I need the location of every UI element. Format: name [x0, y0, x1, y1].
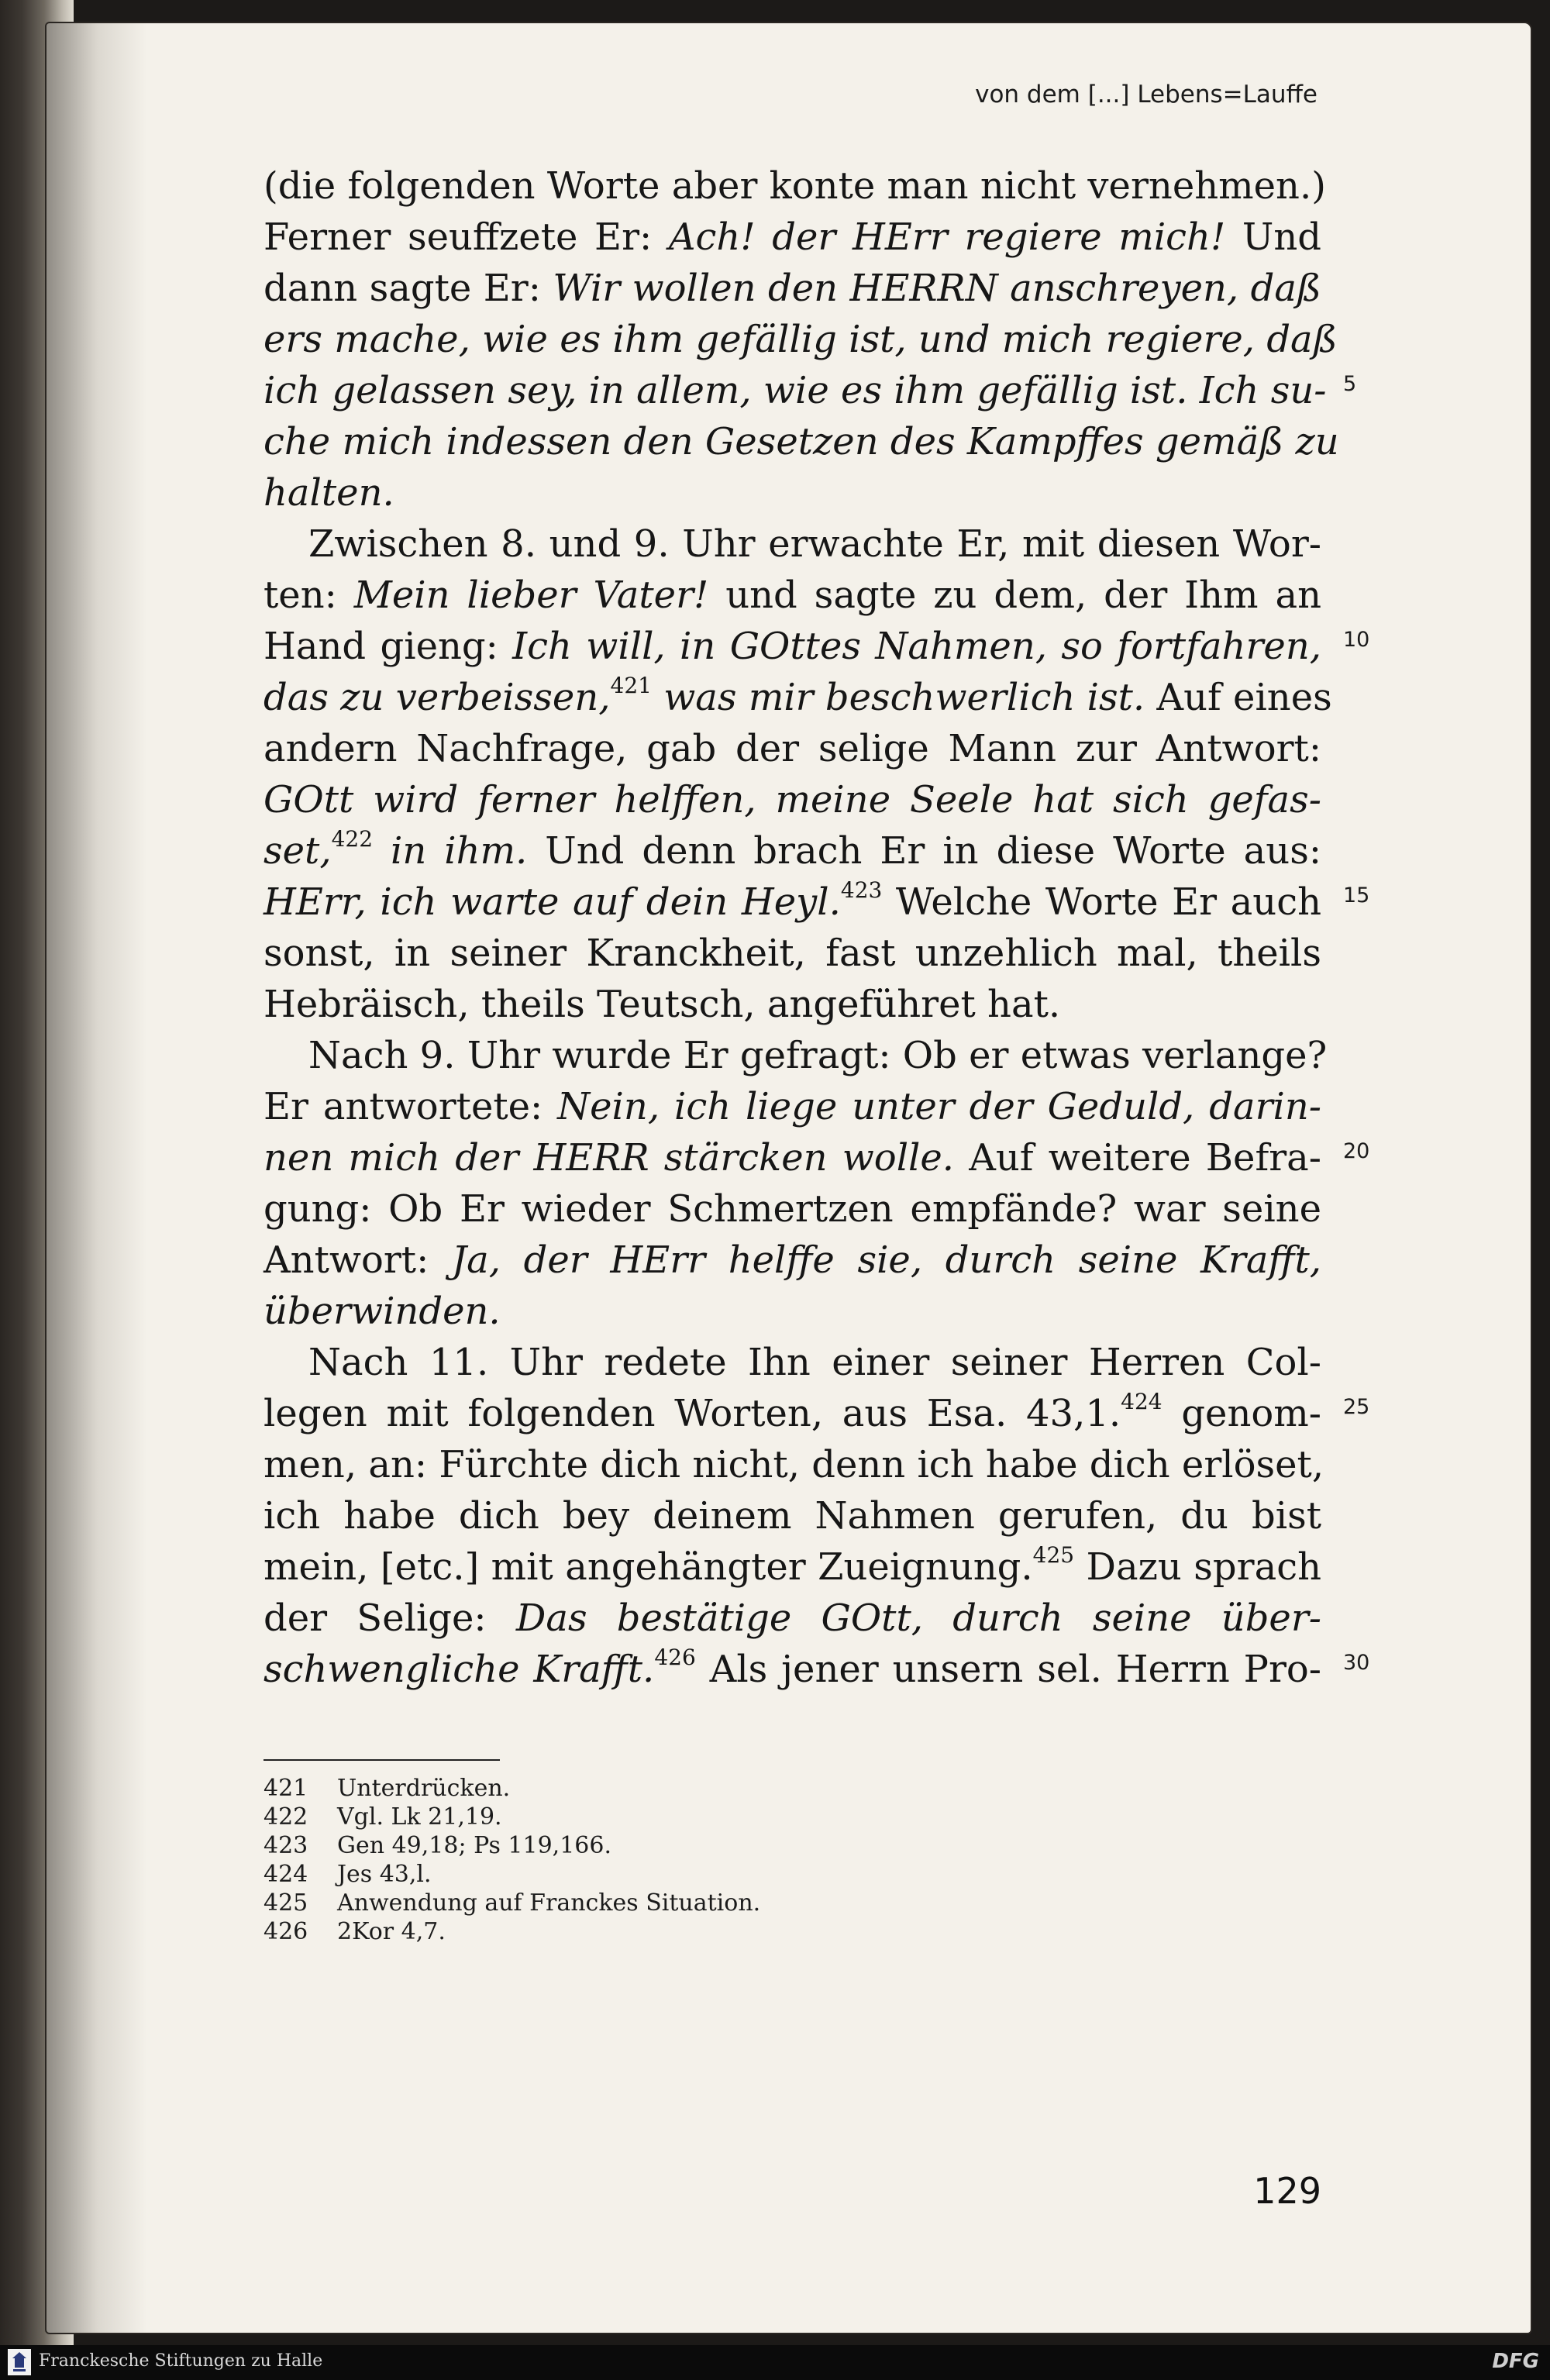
text-line: Ferner seuffzete Er: Ach! der HErr regiere mich! Und — [264, 215, 1321, 259]
text-line: legen mit folgenden Worten, aus Esa. 43,1.$^{424}$ genom- — [264, 1389, 1322, 1435]
footnote-text: 2Kor 4,7. — [337, 1918, 446, 1945]
text-line: Hebräisch, theils Teutsch, angeführet hat. — [264, 983, 1061, 1026]
text-line: ten: Mein lieber Vater! und sagte zu dem, der Ihm an — [264, 573, 1321, 617]
text-line: ich gelassen sey, in allem, wie es ihm gefällig ist. Ich su- — [264, 369, 1327, 412]
footnote-text: Gen 49,18; Ps 119,166. — [337, 1832, 612, 1859]
text-line: sonst, in seiner Kranckheit, fast unzehlich mal, theils — [264, 932, 1321, 975]
text-line: GOtt wird ferner helffen, meine Seele hat sich gefas- — [264, 778, 1321, 821]
text-line: Antwort: Ja, der HErr helffe sie, durch seine Krafft, — [264, 1238, 1322, 1282]
text-line: Zwischen 8. und 9. Uhr erwachte Er, mit diesen Wor- — [308, 522, 1321, 566]
footnote-number: 425 — [264, 1889, 308, 1917]
text-line: (die folgenden Worte aber konte man nicht vernehmen.) — [264, 164, 1326, 208]
text-line: ich habe dich bey deinem Nahmen gerufen, du bist — [264, 1494, 1321, 1538]
footnote-number: 421 — [264, 1775, 308, 1802]
running-head: von dem [...] Lebens=Lauffe — [975, 81, 1318, 108]
footnote — [264, 1775, 510, 1803]
footnote-number: 426 — [264, 1918, 308, 1945]
text-line: men, an: Fürchte dich nicht, denn ich habe dich erlöset, — [264, 1443, 1324, 1486]
text-line: überwinden. — [264, 1290, 501, 1333]
text-line: der Selige: Das bestätige GOtt, durch seine über- — [264, 1596, 1322, 1640]
footnote-text: Vgl. Lk 21,19. — [337, 1803, 502, 1831]
footnote-number: 422 — [264, 1803, 308, 1831]
text-line: schwengliche Krafft.$^{426}$ Als jener unsern sel. Herrn Pro- — [264, 1645, 1322, 1691]
text-line: Hand gieng: Ich will, in GOttes Nahmen, so fortfahren, — [264, 625, 1321, 668]
page-number: 129 — [1253, 2170, 1321, 2212]
footnote — [264, 1803, 502, 1831]
text-line: gung: Ob Er wieder Schmertzen empfände? war seine — [264, 1187, 1321, 1231]
text-line: ers mache, wie es ihm gefällig ist, und mich regiere, daß — [264, 318, 1338, 361]
line-number: 25 — [1343, 1395, 1370, 1419]
line-number: 10 — [1343, 628, 1370, 652]
footnote — [264, 1861, 432, 1889]
text-line: nen mich der HERR stärcken wolle. Auf weitere Befra- — [264, 1136, 1321, 1180]
footnote-rule — [264, 1759, 500, 1761]
text-line: mein, [etc.] mit angehängter Zueignung.$^{425}$ Dazu sprach — [264, 1542, 1321, 1589]
dfg-logo: DFG — [1492, 2350, 1539, 2373]
text-line: che mich indessen den Gesetzen des Kampffes gemäß zu — [264, 420, 1339, 463]
text-line: Nach 9. Uhr wurde Er gefragt: Ob er etwas verlange? — [308, 1034, 1328, 1077]
line-number: 30 — [1343, 1651, 1370, 1675]
footnote — [264, 1889, 760, 1917]
text-line: das zu verbeissen,$^{421}$ was mir beschwerlich ist. Auf eines — [264, 673, 1332, 719]
footnote — [264, 1832, 611, 1860]
footnote-number: 423 — [264, 1832, 308, 1859]
line-number: 20 — [1343, 1139, 1370, 1163]
footnote-text: Anwendung auf Franckes Situation. — [337, 1889, 761, 1917]
institution-logo-icon — [8, 2349, 31, 2375]
line-number: 5 — [1343, 372, 1357, 396]
footer-institution: Franckesche Stiftungen zu Halle — [39, 2351, 323, 2371]
text-line: HErr, ich warte auf dein Heyl.$^{423}$ Welche Worte Er auch — [264, 877, 1321, 924]
text-line: Nach 11. Uhr redete Ihn einer seiner Herren Col- — [308, 1341, 1321, 1384]
footnote-text: Jes 43,l. — [337, 1861, 432, 1888]
text-line: set,$^{422}$ in ihm. Und denn brach Er in diese Worte aus: — [264, 826, 1321, 873]
text-line: Er antwortete: Nein, ich liege unter der Geduld, darin- — [264, 1085, 1322, 1128]
text-line: dann sagte Er: Wir wollen den HERRN anschreyen, daß — [264, 267, 1321, 310]
text-line: halten. — [264, 471, 394, 515]
footnote-number: 424 — [264, 1861, 308, 1888]
text-line: andern Nachfrage, gab der selige Mann zur Antwort: — [264, 727, 1321, 770]
footnote-text: Unterdrücken. — [337, 1775, 511, 1802]
line-number: 15 — [1343, 883, 1370, 908]
footnote — [264, 1918, 446, 1946]
